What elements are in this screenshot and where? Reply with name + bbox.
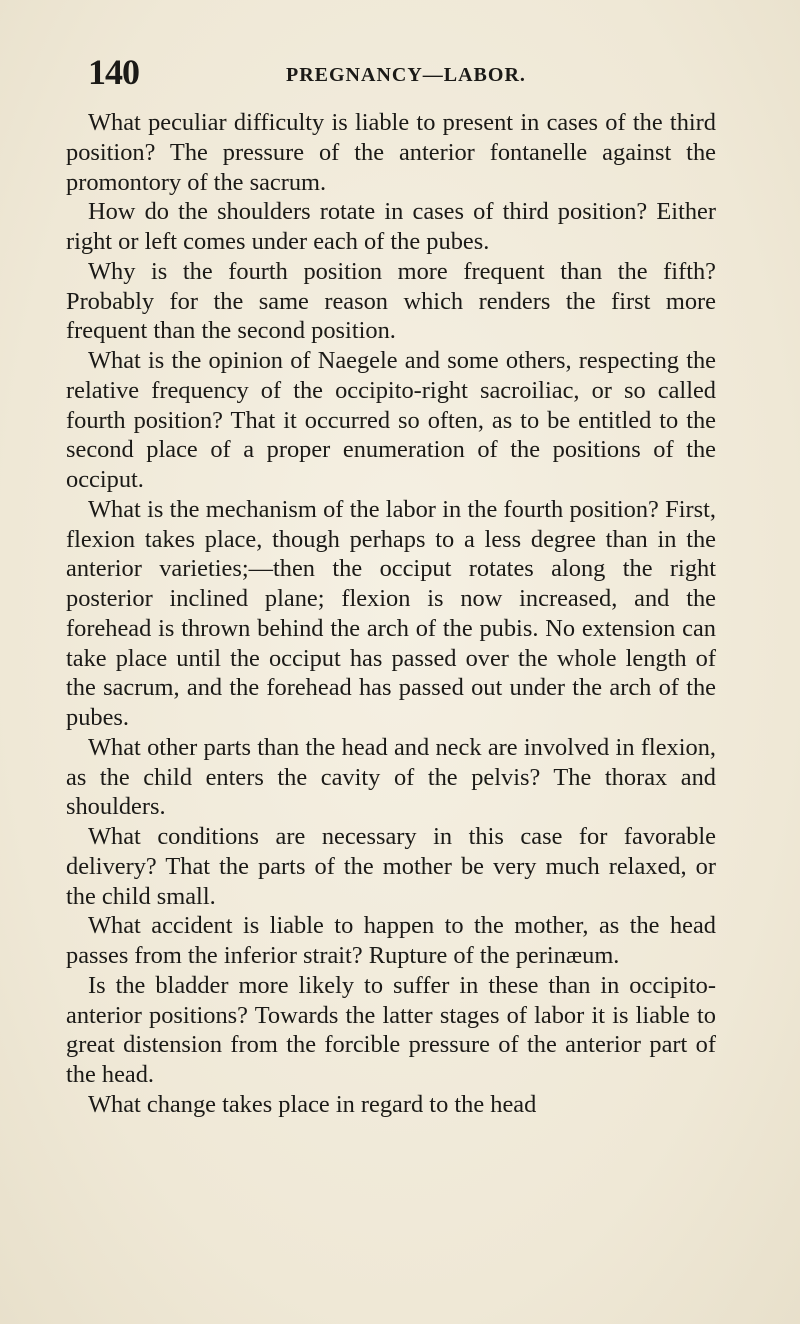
paragraph-bladder: Is the bladder more likely to suffer in these than in occipito-anterior positions? Towards the latter stages of labor it is liable to great distension from the forcible pressure of the anterior part of the head.: [66, 971, 716, 1088]
page-header: [88, 50, 748, 94]
running-head: PREGNANCY—LABOR.: [286, 64, 526, 86]
paragraph-favorable-delivery: What conditions are necessary in this case for favorable delivery? That the parts of the mother be very much relaxed, or the child small.: [66, 823, 716, 910]
paragraph-mother-accident: What accident is liable to happen to the mother, as the head passes from the inferior strait? Rupture of the perinæum.: [66, 912, 716, 969]
paragraph-head-change: What change takes place in regard to the head: [88, 1090, 537, 1118]
paragraph-naegele-opinion: What is the opinion of Naegele and some others, respecting the relative frequency of the occipito-right sacroiliac, or so called fourth position? That it occurred so often, as to be entitled to the second place of a proper enumeration of the positions of the occiput.: [66, 347, 716, 493]
paragraph-fourth-position-frequency: Why is the fourth position more frequent than the fifth? Probably for the same reason which renders the first more frequent than the second position.: [66, 257, 716, 345]
page-number: 140: [88, 52, 139, 92]
body-text: [66, 108, 716, 1120]
paragraph-third-position-difficulty: What peculiar difficulty is liable to present in cases of the third position? The pressure of the anterior fontanelle against the promontory of the sacrum.: [66, 109, 716, 196]
paragraph-flexion-parts: What other parts than the head and neck are involved in flexion, as the child enters the cavity of the pelvis? The thorax and shoulders.: [66, 733, 716, 821]
paragraph-fourth-position-mechanism: What is the mechanism of the labor in the fourth position? First, flexion takes place, though perhaps to a less degree than in the anterior varieties;—then the occiput rotates along the right posterior inclined plane; flexion is now increased, and the forehead is thrown behind the arch of the pubis. No extension can take place until the occiput has passed over the whole length of the sacrum, and the forehead has passed out under the arch of the pubes.: [66, 495, 716, 731]
paragraph-shoulder-rotation: How do the shoulders rotate in cases of third position? Either right or left comes under each of the pubes.: [66, 198, 716, 255]
